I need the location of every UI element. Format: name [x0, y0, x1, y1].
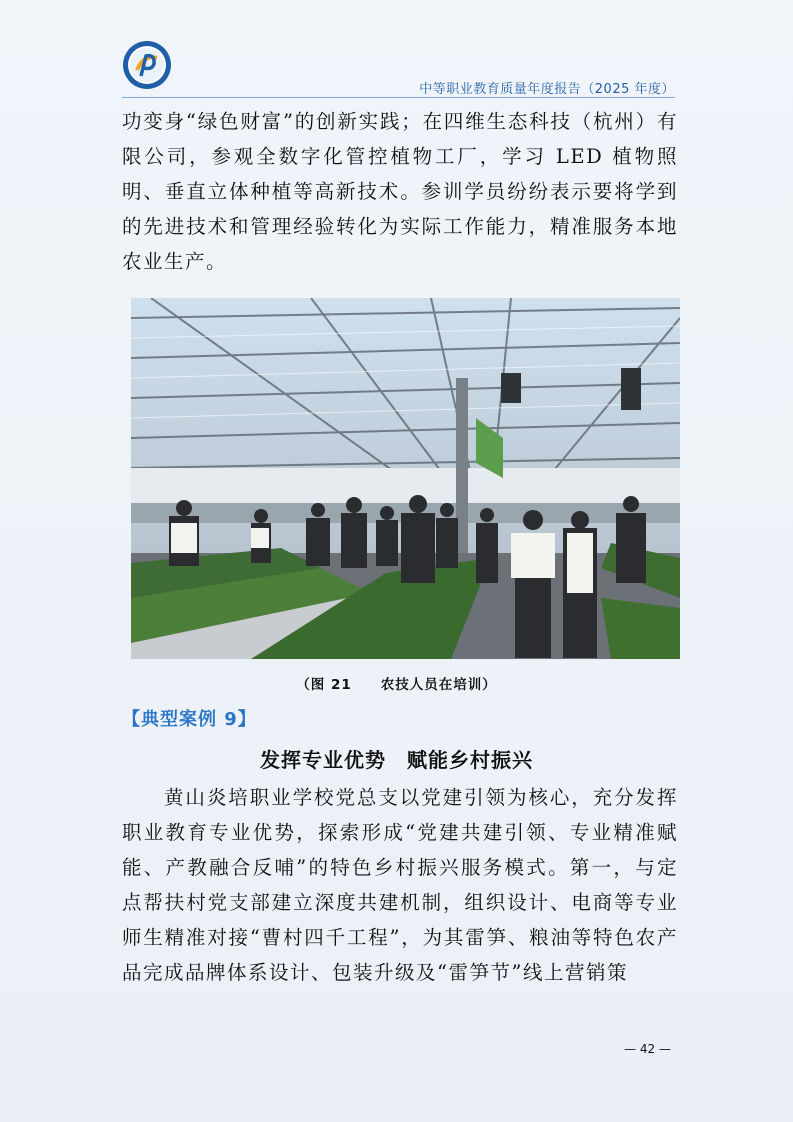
- figure-caption: （图 21 农技人员在培训）: [296, 677, 497, 693]
- school-logo: [122, 40, 172, 90]
- section-title: 发挥专业优势 赋能乡村振兴: [260, 748, 533, 772]
- header-divider: [122, 97, 675, 98]
- greenhouse-training-photo: [131, 298, 680, 659]
- report-header-title: 中等职业教育质量年度报告（2025 年度）: [419, 82, 675, 97]
- page-number: — 42 —: [624, 1042, 671, 1056]
- case-paragraph: 黄山炎培职业学校党总支以党建引领为核心，充分发挥职业教育专业优势，探索形成“党建共建引领、专业精准赋能、产教融合反哺”的特色乡村振兴服务模式。第一，与定点帮扶村党支部建立深度共建机制，组织设计、电商等专业师生精准对接“曹村四千工程”，为其雷笋、粮油等特色农产品完成品牌体系设计、包装升级及“雷笋节”线上营销策: [122, 786, 678, 984]
- case-label: 【典型案例 9】: [122, 709, 257, 730]
- intro-paragraph: 功变身“绿色财富”的创新实践；在四维生态科技（杭州）有限公司，参观全数字化管控植物工厂，学习 LED 植物照明、垂直立体种植等高新技术。参训学员纷纷表示要将学到的先进技术和管理经验转化为实际工作能力，精准服务本地农业生产。: [122, 110, 678, 273]
